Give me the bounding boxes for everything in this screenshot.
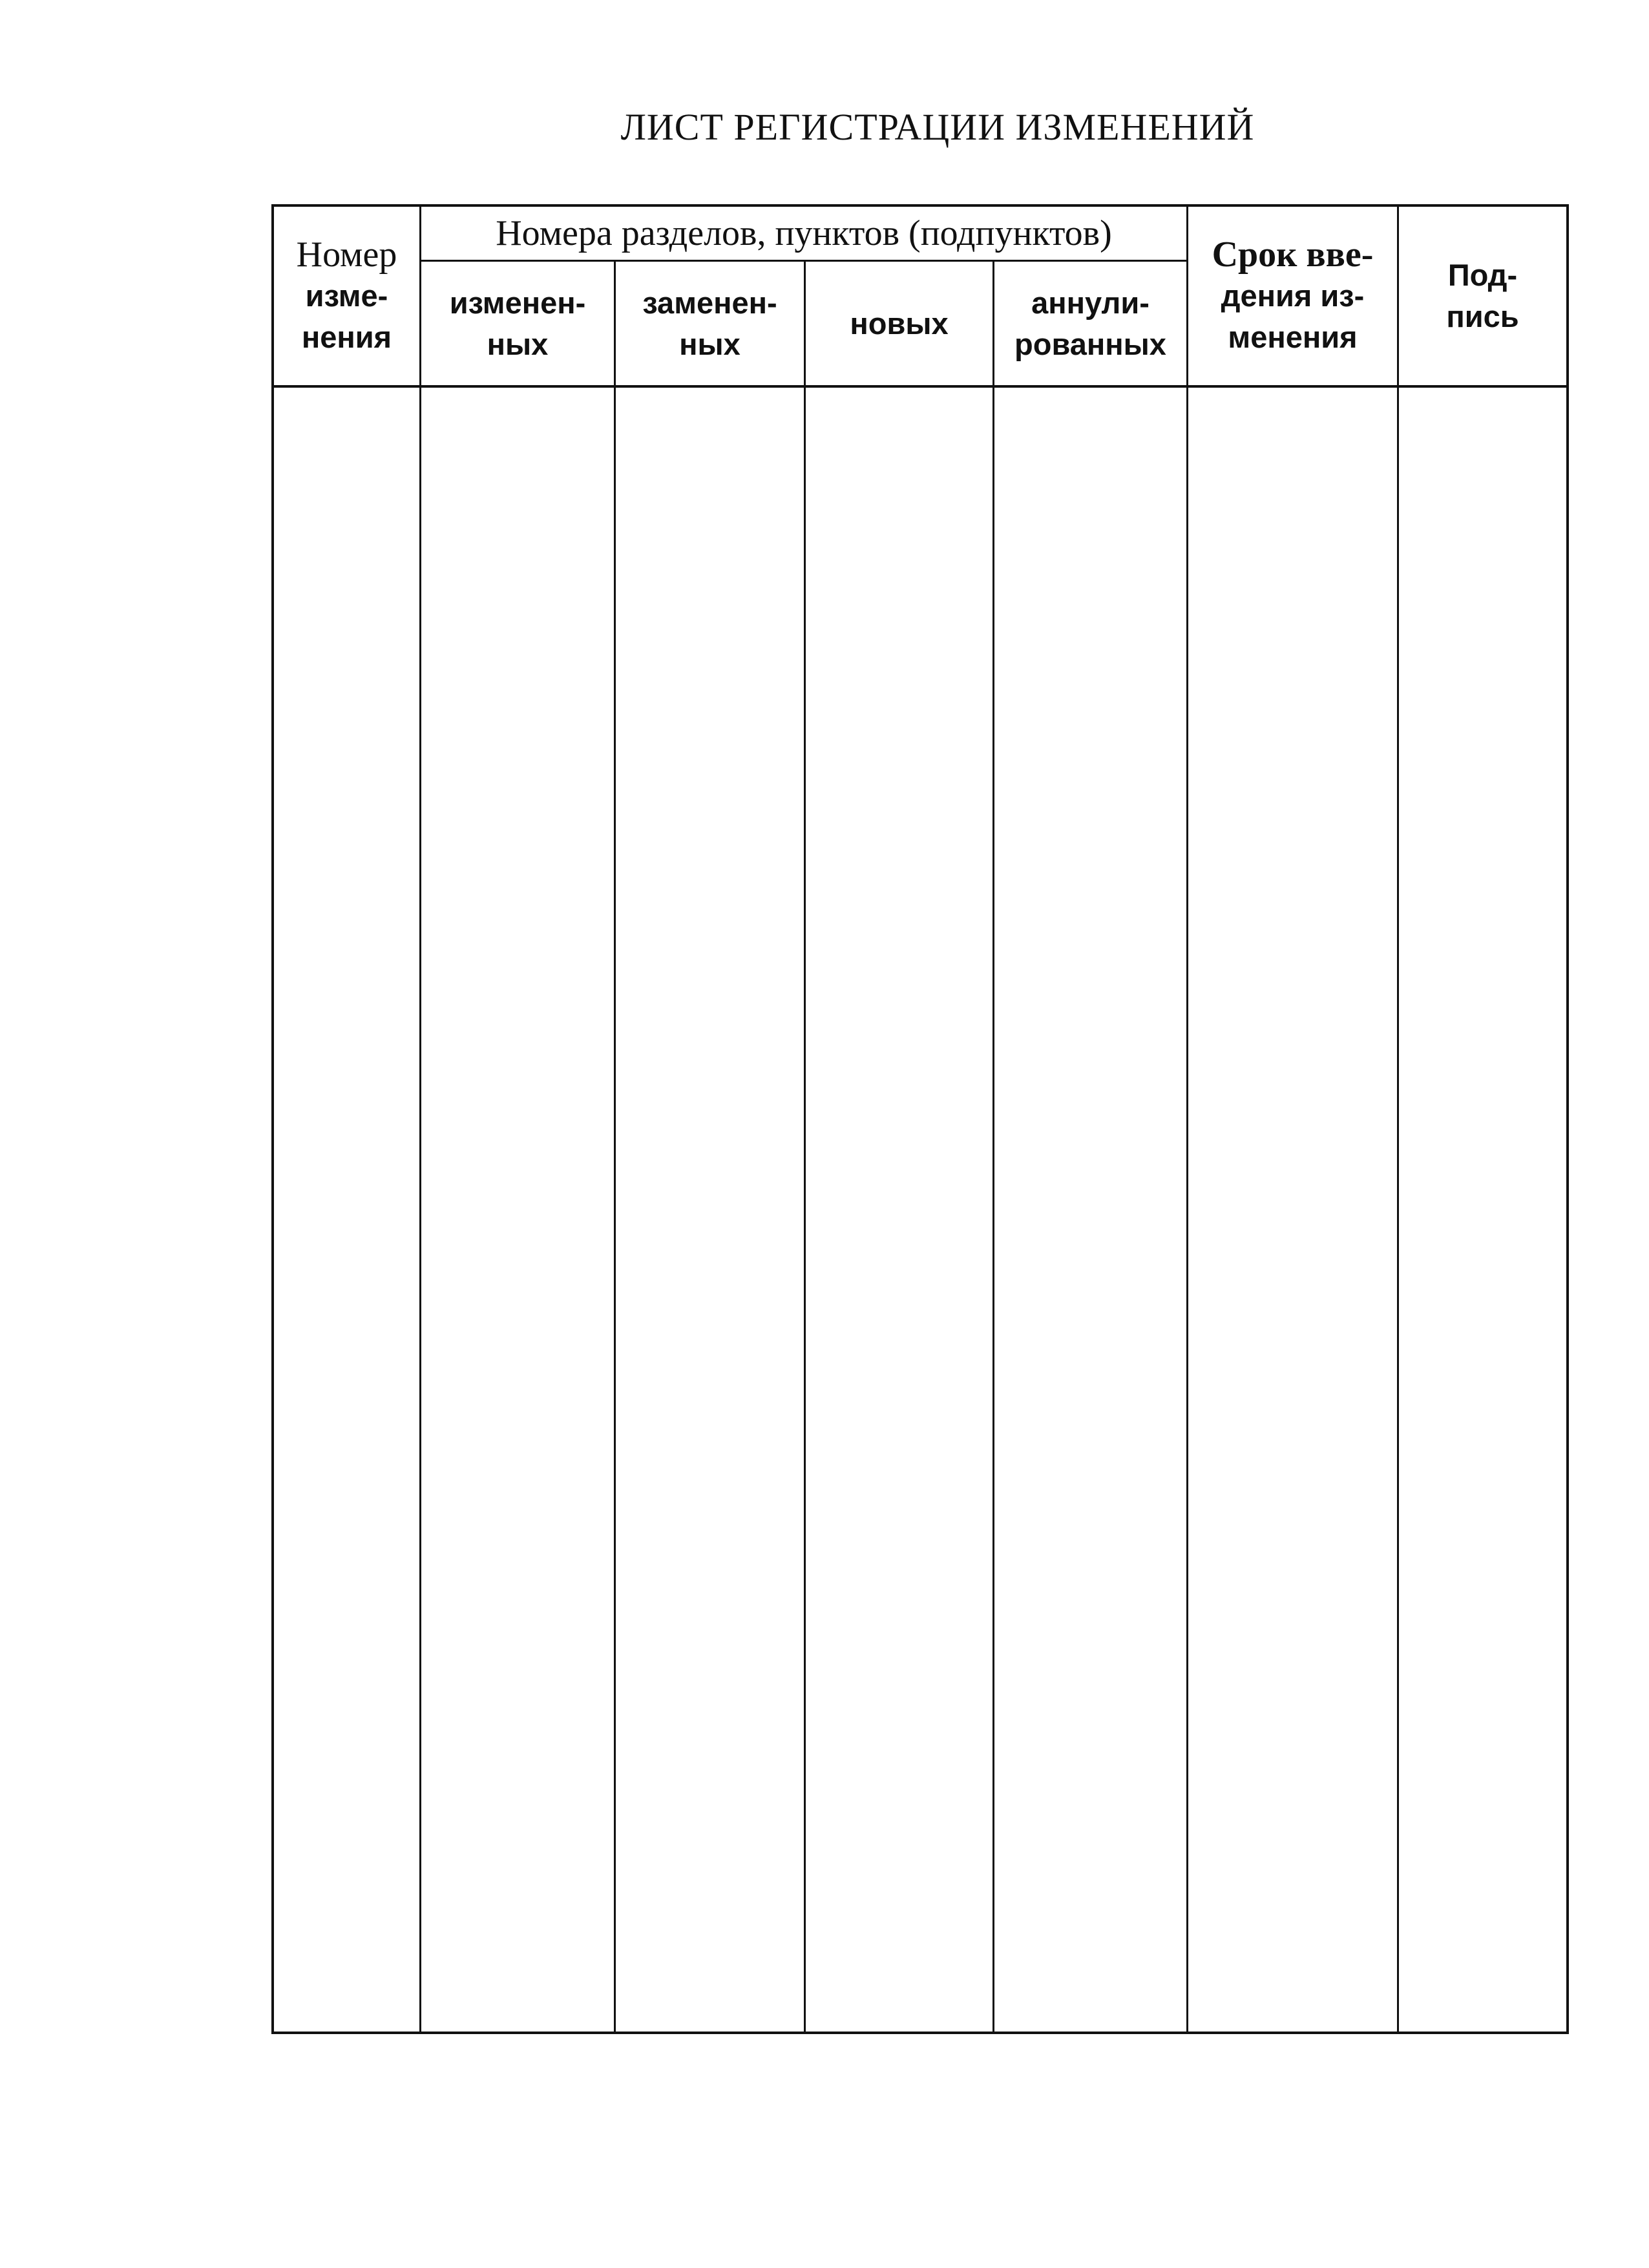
table-bottom-border [271,2032,1569,2034]
header-group-section-numbers: Номера разделов, пунктов (подпунктов) [496,213,1112,253]
page-title: ЛИСТ РЕГИСТРАЦИИ ИЗМЕНЕНИЙ [620,106,1255,148]
change-registration-table [271,204,1569,2034]
header-replaced: заменен- ных [642,285,777,361]
header-change-number: Номер изме- нения [296,235,397,354]
table-right-border [1566,204,1569,2034]
header-annulled: аннули- рованных [1014,285,1166,361]
header-new: новых [850,306,949,341]
header-changed: изменен- ных [449,285,586,361]
header-effective-date: Срок вве- дения из- менения [1212,235,1374,354]
table-body-empty [274,388,1566,2032]
header-signature: Под- пись [1446,258,1519,333]
